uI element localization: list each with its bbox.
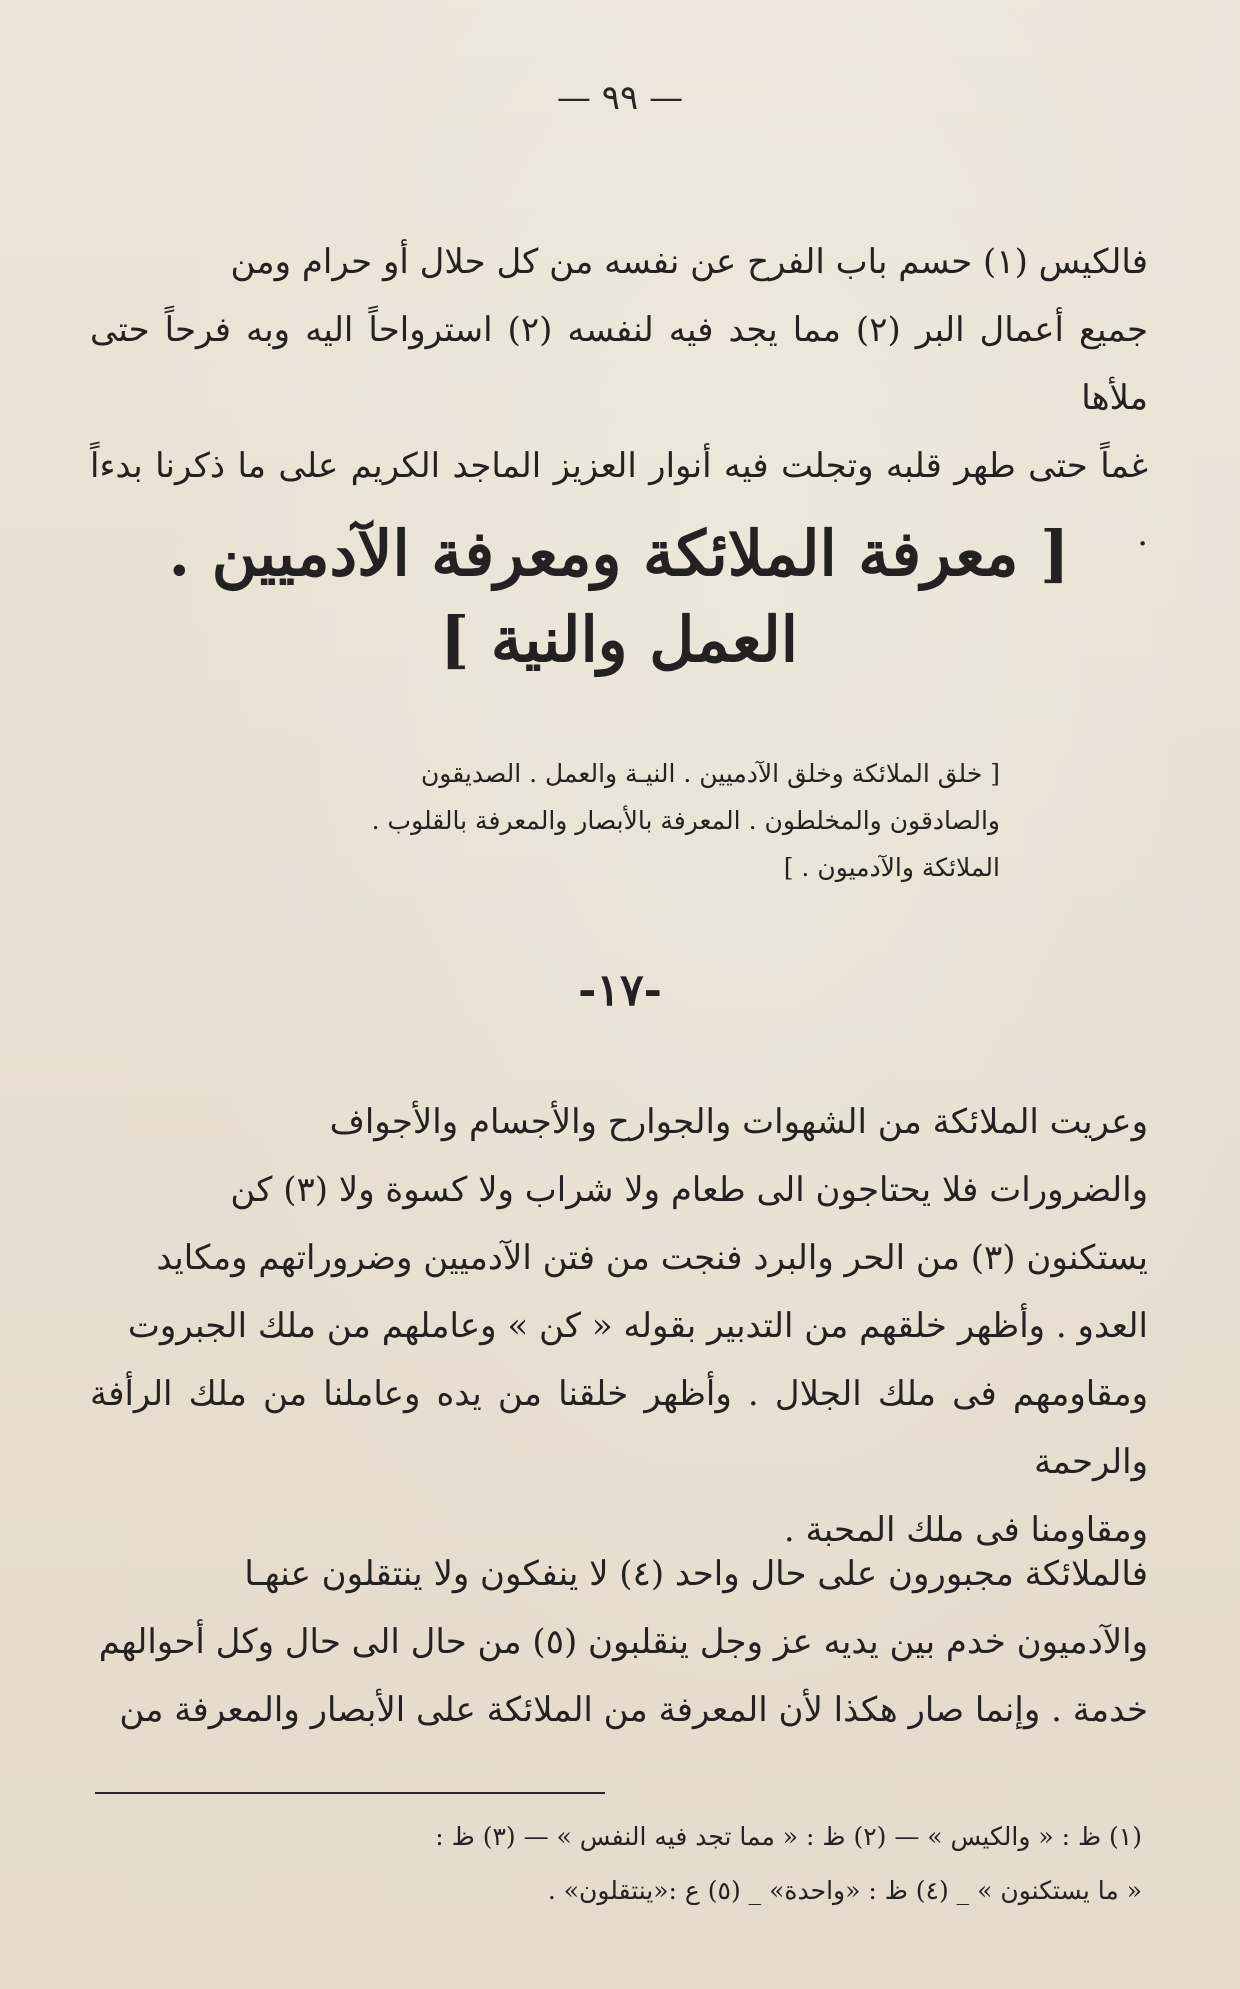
text-line: غماً حتى طهر قلبه وتجلت فيه أنوار العزيز الماجد الكريم على ما ذكرنا بدءاً . — [90, 446, 1148, 554]
text-line: والضرورات فلا يحتاجون الى طعام ولا شراب ولا كسوة ولا (٣) كن — [230, 1170, 1148, 1210]
text-line: والآدميون خدم بين يديه عز وجل ينقلبون (٥) من حال الى حال وكل أحوالهم — [98, 1622, 1148, 1662]
text-line: العدو . وأظهر خلقهم من التدبير بقوله « كن » وعاملهم من ملك الجبروت — [127, 1306, 1148, 1346]
summary-line: والصادقون والمخلطون . المعرفة بالأبصار والمعرفة بالقلوب . — [371, 806, 1000, 835]
section-summary — [250, 750, 1000, 891]
text-line: جميع أعمال البر (٢) مما يجد فيه لنفسه (٢) استرواحاً اليه وبه فرحاً حتى ملأها — [90, 310, 1148, 418]
section-number: -١٧- — [578, 965, 662, 1016]
angels-paragraph — [90, 1540, 1148, 1744]
text-line: ومقاومنا فى ملك المحبة . — [783, 1510, 1148, 1550]
footnotes — [105, 1810, 1142, 1918]
text-line: فالملائكة مجبورون على حال واحد (٤) لا ينفكون ولا ينتقلون عنهـا — [244, 1554, 1148, 1594]
page-number: — ٩٩ — — [556, 78, 684, 118]
text-line: ومقاومهم فى ملك الجلال . وأظهر خلقنا من يده وعاملنا من ملك الرأفة والرحمة — [90, 1374, 1148, 1482]
text-line: فالكيس (١) حسم باب الفرح عن نفسه من كل حلال أو حرام ومن — [230, 242, 1148, 282]
heading-line: [ معرفة الملائكة ومعرفة الآدميين . — [168, 517, 1070, 590]
main-paragraph — [90, 1088, 1148, 1564]
text-line: خدمة . وإنما صار هكذا لأن المعرفة من الملائكة على الأبصار والمعرفة من — [119, 1690, 1148, 1730]
footnote-line: « ما يستكنون » _ (٤) ظ : «واحدة» _ (٥) ع :«ينتقلون» . — [547, 1876, 1142, 1905]
summary-line: الملائكة والآدميون . ] — [783, 853, 1000, 882]
text-line: يستكنون (٣) من الحر والبرد فنجت من فتن الآدميين وضروراتهم ومكايد — [156, 1238, 1148, 1278]
summary-line: [ خلق الملائكة وخلق الآدميين . النيـة والعمل . الصديقون — [420, 759, 1000, 788]
section-heading — [90, 512, 1148, 682]
text-line: وعريت الملائكة من الشهوات والجوارح والأجسام والأجواف — [329, 1102, 1148, 1142]
heading-line: العمل والنية ] — [439, 603, 799, 676]
footnote-line: (١) ظ : « والكيس » — (٢) ظ : « مما تجد فيه النفس » — (٣) ظ : — [435, 1822, 1142, 1851]
footnote-divider — [95, 1792, 605, 1794]
